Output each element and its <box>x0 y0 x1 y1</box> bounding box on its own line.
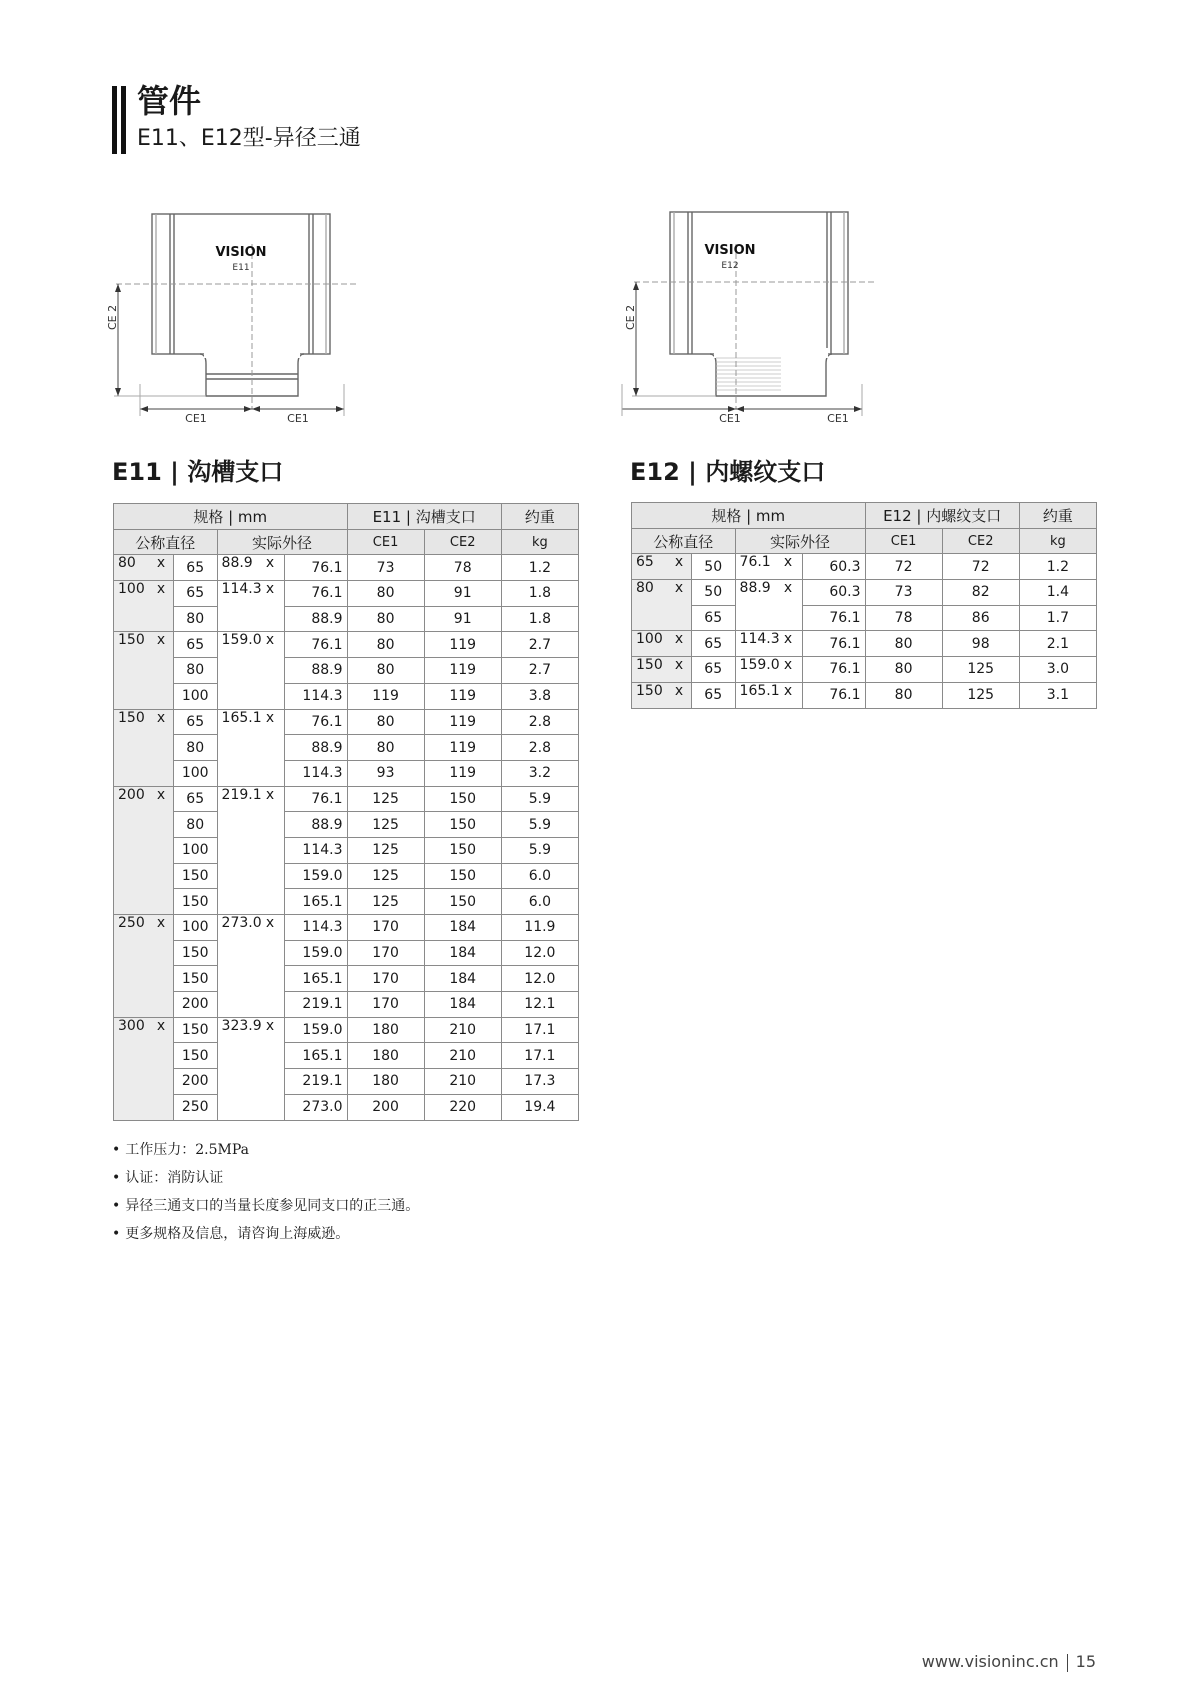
cell-ce2: 184 <box>424 966 501 992</box>
cell-times: x <box>257 709 284 786</box>
table-row <box>114 966 579 992</box>
cell-nominal-run: 200 <box>114 786 150 914</box>
cell-ce1: 80 <box>865 657 942 683</box>
cell-nominal-run: 100 <box>114 581 150 632</box>
table-row <box>114 812 579 838</box>
cell-weight: 3.2 <box>501 760 578 786</box>
page-number: 15 <box>1075 1652 1096 1671</box>
footer-divider <box>1067 1654 1068 1672</box>
cell-actual-branch: 76.1 <box>802 682 865 708</box>
e12-spec-table <box>631 502 1097 709</box>
cell-ce1: 72 <box>865 554 942 580</box>
cell-nominal-branch: 50 <box>691 580 735 606</box>
cell-ce1: 73 <box>347 555 424 581</box>
cell-ce2: 210 <box>424 1017 501 1043</box>
cell-ce1: 125 <box>347 863 424 889</box>
table-row <box>114 863 579 889</box>
cell-ce2: 91 <box>424 581 501 607</box>
header-nominal: 公称直径 <box>632 528 736 554</box>
cell-times: x <box>775 554 802 580</box>
cell-actual-run: 165.1 <box>217 709 257 786</box>
cell-times: x <box>257 915 284 1018</box>
header-branch: E12 | 内螺纹支口 <box>865 503 1019 529</box>
cell-times: x <box>149 581 173 632</box>
e11-drawing <box>108 204 378 434</box>
cell-nominal-branch: 65 <box>173 555 217 581</box>
cell-actual-branch: 76.1 <box>802 605 865 631</box>
table-row <box>114 760 579 786</box>
cell-actual-branch: 273.0 <box>284 1094 347 1120</box>
cell-ce1: 125 <box>347 786 424 812</box>
table-row <box>114 581 579 607</box>
table-row <box>632 682 1097 708</box>
cell-actual-branch: 114.3 <box>284 915 347 941</box>
cell-times: x <box>667 580 691 631</box>
cell-ce1: 80 <box>347 735 424 761</box>
cell-ce1: 80 <box>347 581 424 607</box>
cell-actual-branch: 159.0 <box>284 1017 347 1043</box>
cell-weight: 1.8 <box>501 581 578 607</box>
cell-weight: 17.1 <box>501 1043 578 1069</box>
cell-actual-branch: 88.9 <box>284 812 347 838</box>
cell-weight: 2.1 <box>1019 631 1096 657</box>
cell-actual-branch: 114.3 <box>284 837 347 863</box>
table-row <box>114 683 579 709</box>
cell-weight: 2.8 <box>501 709 578 735</box>
drawing-brand: VISION <box>704 243 756 258</box>
cell-ce2: 119 <box>424 709 501 735</box>
page-title: 管件 <box>137 82 202 120</box>
cell-nominal-branch: 80 <box>173 658 217 684</box>
header-bar <box>112 86 117 154</box>
note-item: • 工作压力：2.5MPa <box>112 1136 419 1164</box>
table-row <box>114 1043 579 1069</box>
cell-ce1: 73 <box>865 580 942 606</box>
header-spec: 规格 | mm <box>632 503 866 529</box>
dim-ce1-right-label: CE1 <box>827 412 849 425</box>
cell-ce2: 184 <box>424 992 501 1018</box>
cell-ce1: 78 <box>865 605 942 631</box>
header-ce2: CE2 <box>424 529 501 555</box>
cell-ce2: 119 <box>424 760 501 786</box>
cell-times: x <box>257 555 284 581</box>
table-row <box>114 632 579 658</box>
cell-ce2: 91 <box>424 606 501 632</box>
cell-times: x <box>257 632 284 709</box>
cell-ce2: 119 <box>424 632 501 658</box>
cell-weight: 17.1 <box>501 1017 578 1043</box>
dim-ce2-label: CE 2 <box>106 304 119 330</box>
cell-actual-branch: 76.1 <box>802 657 865 683</box>
cell-actual-branch: 76.1 <box>284 786 347 812</box>
cell-nominal-branch: 65 <box>691 605 735 631</box>
cell-times: x <box>149 632 173 709</box>
cell-nominal-branch: 65 <box>173 632 217 658</box>
cell-nominal-branch: 65 <box>173 709 217 735</box>
cell-nominal-branch: 250 <box>173 1094 217 1120</box>
note-item: • 更多规格及信息，请咨询上海威逊。 <box>112 1220 419 1248</box>
cell-actual-branch: 114.3 <box>284 683 347 709</box>
cell-weight: 12.0 <box>501 966 578 992</box>
cell-ce1: 80 <box>865 682 942 708</box>
cell-actual-run: 88.9 <box>217 555 257 581</box>
cell-nominal-run: 80 <box>114 555 150 581</box>
cell-weight: 5.9 <box>501 837 578 863</box>
page-footer <box>922 1652 1096 1672</box>
table-row <box>114 606 579 632</box>
cell-weight: 11.9 <box>501 915 578 941</box>
table-row <box>114 915 579 941</box>
cell-ce2: 78 <box>424 555 501 581</box>
cell-weight: 1.7 <box>1019 605 1096 631</box>
cell-weight: 3.1 <box>1019 682 1096 708</box>
cell-nominal-branch: 100 <box>173 915 217 941</box>
cell-actual-branch: 159.0 <box>284 863 347 889</box>
cell-ce1: 119 <box>347 683 424 709</box>
drawing-brand: VISION <box>215 245 267 260</box>
cell-ce1: 180 <box>347 1069 424 1095</box>
cell-weight: 6.0 <box>501 863 578 889</box>
cell-actual-branch: 76.1 <box>802 631 865 657</box>
cell-times: x <box>257 581 284 632</box>
cell-ce2: 150 <box>424 837 501 863</box>
cell-weight: 6.0 <box>501 889 578 915</box>
cell-nominal-run: 80 <box>632 580 668 631</box>
cell-weight: 3.0 <box>1019 657 1096 683</box>
cell-times: x <box>667 657 691 683</box>
cell-actual-run: 273.0 <box>217 915 257 1018</box>
dim-ce1-left-label: CE1 <box>719 412 741 425</box>
header-unit: kg <box>501 529 578 555</box>
cell-weight: 1.2 <box>1019 554 1096 580</box>
cell-ce2: 150 <box>424 863 501 889</box>
cell-nominal-run: 65 <box>632 554 668 580</box>
header-ce1: CE1 <box>865 528 942 554</box>
cell-actual-run: 76.1 <box>735 554 775 580</box>
cell-times: x <box>149 1017 173 1120</box>
footer-url: www.visioninc.cn <box>921 1652 1059 1671</box>
cell-nominal-branch: 150 <box>173 1017 217 1043</box>
cell-nominal-run: 300 <box>114 1017 150 1120</box>
cell-ce2: 72 <box>942 554 1019 580</box>
table-row <box>114 709 579 735</box>
note-item: • 认证：消防认证 <box>112 1164 419 1192</box>
table-row <box>114 992 579 1018</box>
e12-drawing <box>626 204 896 434</box>
cell-times: x <box>667 554 691 580</box>
cell-actual-run: 114.3 <box>735 631 775 657</box>
cell-ce2: 125 <box>942 657 1019 683</box>
cell-ce2: 119 <box>424 658 501 684</box>
cell-nominal-branch: 150 <box>173 1043 217 1069</box>
cell-nominal-run: 150 <box>632 682 668 708</box>
cell-times: x <box>775 682 802 708</box>
cell-times: x <box>257 1017 284 1120</box>
cell-actual-branch: 165.1 <box>284 966 347 992</box>
table-row <box>114 735 579 761</box>
cell-weight: 3.8 <box>501 683 578 709</box>
dim-ce1-right-label: CE1 <box>287 412 309 425</box>
cell-ce1: 180 <box>347 1043 424 1069</box>
cell-times: x <box>775 657 802 683</box>
cell-nominal-branch: 80 <box>173 735 217 761</box>
cell-actual-branch: 159.0 <box>284 940 347 966</box>
cell-actual-branch: 76.1 <box>284 555 347 581</box>
cell-ce2: 125 <box>942 682 1019 708</box>
e11-spec-table <box>113 503 579 1121</box>
cell-nominal-branch: 150 <box>173 863 217 889</box>
cell-ce2: 82 <box>942 580 1019 606</box>
cell-ce2: 98 <box>942 631 1019 657</box>
cell-ce1: 80 <box>347 632 424 658</box>
header-branch: E11 | 沟槽支口 <box>347 504 501 530</box>
cell-times: x <box>667 631 691 657</box>
cell-ce2: 210 <box>424 1043 501 1069</box>
cell-nominal-branch: 65 <box>691 657 735 683</box>
cell-nominal-branch: 65 <box>173 786 217 812</box>
cell-nominal-branch: 65 <box>691 682 735 708</box>
cell-ce1: 80 <box>865 631 942 657</box>
cell-ce2: 119 <box>424 683 501 709</box>
table-row <box>114 889 579 915</box>
cell-actual-run: 165.1 <box>735 682 775 708</box>
cell-ce2: 150 <box>424 786 501 812</box>
cell-ce1: 170 <box>347 915 424 941</box>
cell-actual-run: 114.3 <box>217 581 257 632</box>
cell-ce1: 170 <box>347 992 424 1018</box>
dim-ce2-label: CE 2 <box>624 304 637 330</box>
cell-nominal-branch: 65 <box>173 581 217 607</box>
table-row <box>114 940 579 966</box>
cell-weight: 5.9 <box>501 812 578 838</box>
cell-times: x <box>775 580 802 631</box>
cell-ce2: 184 <box>424 940 501 966</box>
cell-actual-branch: 114.3 <box>284 760 347 786</box>
cell-actual-branch: 88.9 <box>284 606 347 632</box>
cell-actual-branch: 60.3 <box>802 554 865 580</box>
cell-actual-branch: 219.1 <box>284 1069 347 1095</box>
cell-ce2: 184 <box>424 915 501 941</box>
e11-section-title: E11 | 沟槽支口 <box>112 458 284 486</box>
cell-nominal-run: 250 <box>114 915 150 1018</box>
cell-ce1: 125 <box>347 837 424 863</box>
cell-nominal-branch: 100 <box>173 683 217 709</box>
table-row <box>114 658 579 684</box>
cell-ce1: 180 <box>347 1017 424 1043</box>
cell-weight: 12.1 <box>501 992 578 1018</box>
dim-ce1-left-label: CE1 <box>185 412 207 425</box>
cell-nominal-branch: 150 <box>173 966 217 992</box>
header-actual: 实际外径 <box>735 528 865 554</box>
cell-nominal-branch: 50 <box>691 554 735 580</box>
cell-nominal-branch: 200 <box>173 992 217 1018</box>
cell-times: x <box>149 555 173 581</box>
cell-nominal-run: 150 <box>632 657 668 683</box>
table-row <box>114 1069 579 1095</box>
drawing-model: E12 <box>721 261 739 271</box>
e12-section-title: E12 | 内螺纹支口 <box>630 458 826 486</box>
header-ce1: CE1 <box>347 529 424 555</box>
cell-ce1: 125 <box>347 812 424 838</box>
cell-nominal-branch: 100 <box>173 760 217 786</box>
cell-ce1: 80 <box>347 709 424 735</box>
cell-actual-branch: 165.1 <box>284 889 347 915</box>
cell-nominal-run: 150 <box>114 709 150 786</box>
cell-actual-run: 323.9 <box>217 1017 257 1120</box>
cell-times: x <box>257 786 284 914</box>
cell-times: x <box>775 631 802 657</box>
cell-actual-branch: 60.3 <box>802 580 865 606</box>
notes-list <box>112 1136 419 1248</box>
drawing-model: E11 <box>232 263 250 273</box>
note-item: • 异径三通支口的当量长度参见同支口的正三通。 <box>112 1192 419 1220</box>
cell-ce2: 86 <box>942 605 1019 631</box>
cell-ce2: 150 <box>424 889 501 915</box>
cell-ce1: 125 <box>347 889 424 915</box>
table-row <box>632 657 1097 683</box>
cell-weight: 1.2 <box>501 555 578 581</box>
cell-times: x <box>667 682 691 708</box>
table-row <box>114 1094 579 1120</box>
page-subtitle: E11、E12型-异径三通 <box>137 126 361 151</box>
cell-nominal-branch: 65 <box>691 631 735 657</box>
cell-times: x <box>149 786 173 914</box>
cell-ce1: 93 <box>347 760 424 786</box>
cell-times: x <box>149 709 173 786</box>
cell-nominal-run: 150 <box>114 632 150 709</box>
table-row <box>114 837 579 863</box>
header-weight: 约重 <box>501 504 578 530</box>
table-row <box>632 631 1097 657</box>
cell-nominal-branch: 200 <box>173 1069 217 1095</box>
table-row <box>114 1017 579 1043</box>
cell-ce1: 170 <box>347 940 424 966</box>
cell-ce2: 210 <box>424 1069 501 1095</box>
cell-ce2: 150 <box>424 812 501 838</box>
cell-actual-branch: 219.1 <box>284 992 347 1018</box>
cell-weight: 17.3 <box>501 1069 578 1095</box>
cell-actual-run: 219.1 <box>217 786 257 914</box>
table-row <box>114 555 579 581</box>
table-row <box>632 580 1097 606</box>
cell-actual-branch: 88.9 <box>284 658 347 684</box>
header-actual: 实际外径 <box>217 529 347 555</box>
cell-actual-branch: 76.1 <box>284 581 347 607</box>
cell-actual-branch: 165.1 <box>284 1043 347 1069</box>
cell-ce1: 200 <box>347 1094 424 1120</box>
header-nominal: 公称直径 <box>114 529 218 555</box>
header-unit: kg <box>1019 528 1096 554</box>
table-row <box>114 786 579 812</box>
cell-weight: 1.4 <box>1019 580 1096 606</box>
cell-nominal-branch: 150 <box>173 940 217 966</box>
cell-times: x <box>149 915 173 1018</box>
header-ce2: CE2 <box>942 528 1019 554</box>
cell-actual-branch: 76.1 <box>284 632 347 658</box>
cell-weight: 2.7 <box>501 658 578 684</box>
header-spec: 规格 | mm <box>114 504 348 530</box>
cell-weight: 19.4 <box>501 1094 578 1120</box>
cell-weight: 12.0 <box>501 940 578 966</box>
cell-actual-branch: 88.9 <box>284 735 347 761</box>
cell-nominal-branch: 100 <box>173 837 217 863</box>
table-row <box>632 554 1097 580</box>
cell-weight: 2.7 <box>501 632 578 658</box>
cell-nominal-branch: 150 <box>173 889 217 915</box>
cell-actual-run: 159.0 <box>217 632 257 709</box>
cell-ce1: 80 <box>347 658 424 684</box>
cell-actual-branch: 76.1 <box>284 709 347 735</box>
cell-weight: 5.9 <box>501 786 578 812</box>
cell-actual-run: 159.0 <box>735 657 775 683</box>
cell-nominal-branch: 80 <box>173 606 217 632</box>
cell-ce1: 80 <box>347 606 424 632</box>
header-weight: 约重 <box>1019 503 1096 529</box>
cell-nominal-run: 100 <box>632 631 668 657</box>
cell-nominal-branch: 80 <box>173 812 217 838</box>
table-row <box>632 605 1097 631</box>
cell-ce1: 170 <box>347 966 424 992</box>
cell-weight: 2.8 <box>501 735 578 761</box>
cell-actual-run: 88.9 <box>735 580 775 631</box>
header-bar <box>121 86 126 154</box>
cell-ce2: 220 <box>424 1094 501 1120</box>
cell-weight: 1.8 <box>501 606 578 632</box>
cell-ce2: 119 <box>424 735 501 761</box>
